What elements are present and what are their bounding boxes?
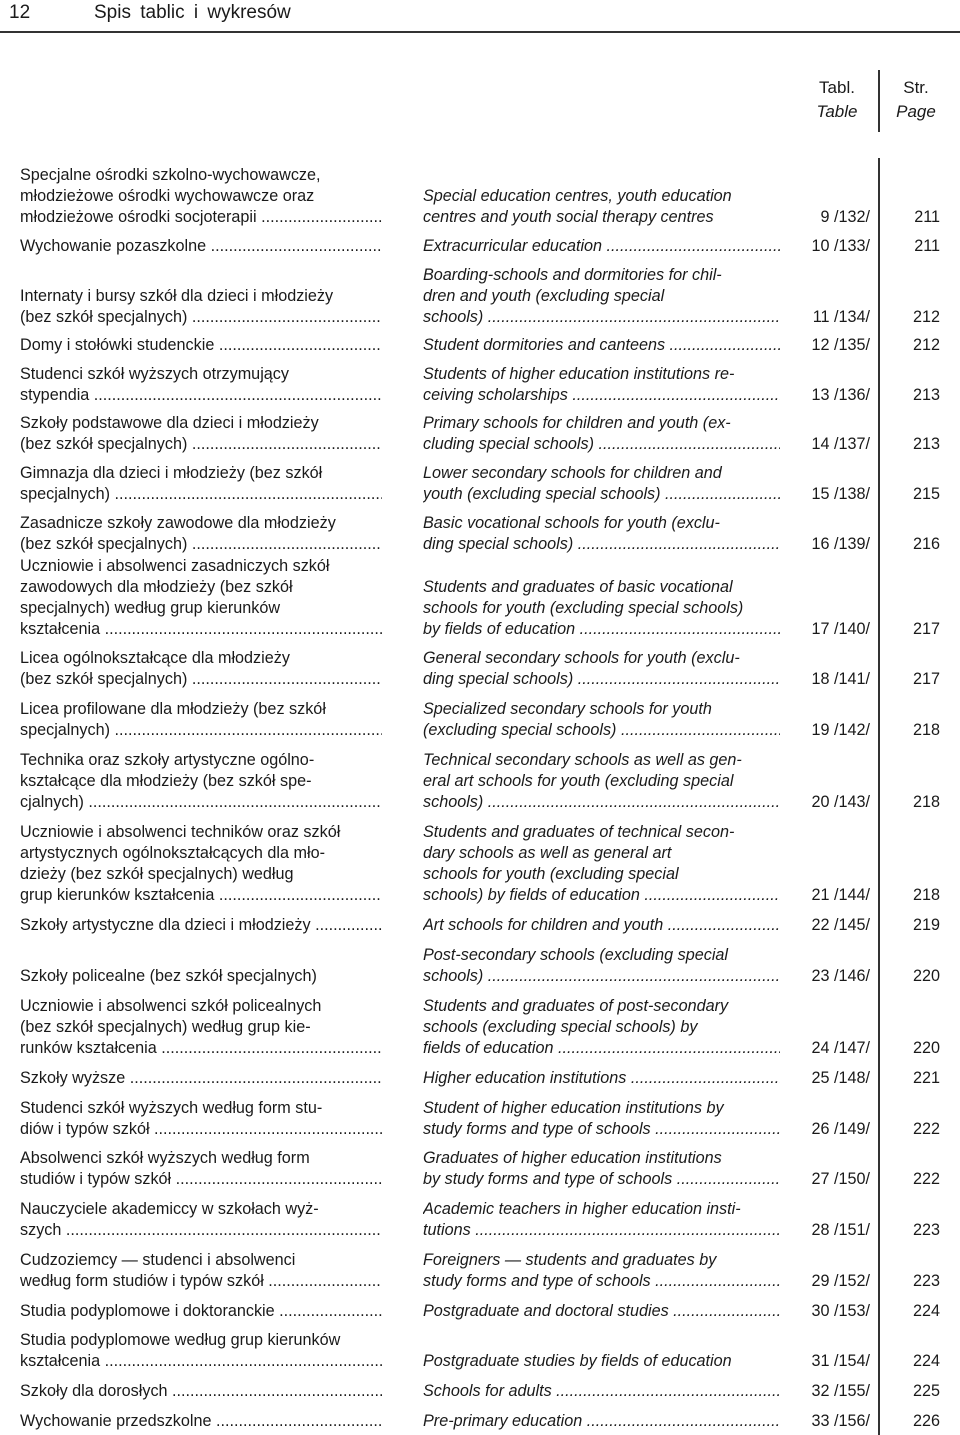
- entry-title-pl-line: Domy i stołówki studenckie .....: [20, 335, 382, 356]
- entry-title-pl-line: Studenci szkół wyższych otrzymujący: [20, 365, 289, 383]
- entry-title-pl-line: Nauczyciele akademiccy w szkołach wyż-: [20, 1200, 319, 1218]
- entry-table-number: 29 /152/: [811, 1272, 870, 1290]
- entry-page-number: 218: [912, 886, 940, 904]
- entry-title-pl-line: Licea profilowane dla młodzieży (bez szkół: [20, 700, 326, 718]
- entry-page-number: 219: [912, 916, 940, 934]
- entry-page-number: 224: [912, 1302, 940, 1320]
- entry-title-en: [423, 996, 780, 1059]
- entry-title-en: [423, 1381, 780, 1402]
- entry-title-pl: [20, 648, 382, 690]
- entry-title-en-line: Special education centres, youth education: [423, 187, 732, 205]
- entry-title-en-line: schools) .....: [423, 307, 780, 328]
- entry-title-en: [423, 1301, 780, 1322]
- entry-page-number: 215: [912, 485, 940, 503]
- entry-title-pl: [20, 996, 382, 1059]
- entry-page-number: 224: [912, 1352, 940, 1370]
- entry-page-number: 222: [912, 1170, 940, 1188]
- entry-title-pl-line: szych .....: [20, 1220, 382, 1241]
- entry-title-en: [423, 1068, 780, 1089]
- entry-title-en: [423, 945, 780, 987]
- entry-title-en-line: Art schools for children and youth .....: [423, 915, 780, 936]
- entry-title-en-line: ding special schools) .....: [423, 669, 780, 690]
- page-header: [0, 0, 960, 36]
- entry-table-number: 33 /156/: [811, 1412, 870, 1430]
- entry-table-number: 14 /137/: [811, 435, 870, 453]
- header-rule: [0, 31, 960, 33]
- entry-title-pl-line: Studia podyplomowe według grup kierunków: [20, 1331, 341, 1349]
- entry-title-en-line: Basic vocational schools for youth (exclu-: [423, 514, 720, 532]
- entry-title-pl: [20, 966, 382, 987]
- entry-title-en-line: Technical secondary schools as well as gen-: [423, 751, 742, 769]
- entry-title-pl: [20, 463, 382, 505]
- entry-table-number: 17 /140/: [811, 620, 870, 638]
- entry-table-number: 21 /144/: [811, 886, 870, 904]
- entry-table-number: 22 /145/: [811, 916, 870, 934]
- entry-table-number: 19 /142/: [811, 721, 870, 739]
- entry-title-pl: [20, 556, 382, 640]
- entry-title-pl-line: stypendia .....: [20, 385, 382, 406]
- entry-page-number: 217: [912, 620, 940, 638]
- entry-title-pl-line: Wychowanie pozaszkolne .....: [20, 236, 382, 257]
- entry-title-pl-line: Uczniowie i absolwenci zasadniczych szkół: [20, 557, 330, 575]
- entry-title-pl-line: Technika oraz szkoły artystyczne ogólno-: [20, 751, 315, 769]
- entry-title-en-line: Students of higher education institutions re-: [423, 365, 735, 383]
- entry-title-en-line: Foreigners — students and graduates by: [423, 1251, 717, 1269]
- entry-page-number: 220: [912, 967, 940, 985]
- entry-title-pl: [20, 1301, 382, 1322]
- entry-table-number: 11 /134/: [812, 308, 870, 326]
- entry-title-pl-line: (bez szkół specjalnych) .....: [20, 534, 382, 555]
- entry-title-pl-line: młodzieżowe ośrodki socjoterapii .....: [20, 207, 382, 228]
- entry-table-number: 31 /154/: [811, 1352, 870, 1370]
- entry-title-pl-line: Cudzoziemcy — studenci i absolwenci: [20, 1251, 296, 1269]
- entry-title-en: [423, 364, 780, 406]
- entry-title-en-line: centres and youth social therapy centres: [423, 208, 714, 226]
- entry-page-number: 212: [912, 308, 940, 326]
- entry-table-number: 16 /139/: [811, 535, 870, 553]
- entry-table-number: 12 /135/: [811, 336, 870, 354]
- entry-title-en-line: schools) .....: [423, 792, 780, 813]
- entry-title-pl-line: cjalnych) .....: [20, 792, 382, 813]
- entry-title-en-line: by fields of education .....: [423, 619, 780, 640]
- entry-table-number: 28 /151/: [811, 1221, 870, 1239]
- entry-title-en: [423, 335, 780, 356]
- entry-title-en-line: Schools for adults .....: [423, 1381, 780, 1402]
- entry-title-en-line: study forms and type of schools .....: [423, 1271, 780, 1292]
- entry-title-pl-line: (bez szkół specjalnych) .....: [20, 307, 382, 328]
- entry-title-pl-line: kształcące dla młodzieży (bez szkół spe-: [20, 772, 312, 790]
- entry-title-en: [423, 186, 780, 228]
- entry-title-en-line: Students and graduates of basic vocational: [423, 578, 733, 596]
- entry-table-number: 15 /138/: [811, 485, 870, 503]
- entry-title-en-line: Postgraduate studies by fields of education: [423, 1352, 732, 1370]
- entry-title-pl-line: zawodowych dla młodzieży (bez szkół: [20, 578, 293, 596]
- entry-title-en: [423, 648, 780, 690]
- entry-title-pl-line: specjalnych) .....: [20, 484, 382, 505]
- entry-title-en-line: study forms and type of schools .....: [423, 1119, 780, 1140]
- entry-page-number: 223: [912, 1272, 940, 1290]
- entry-table-number: 13 /136/: [811, 386, 870, 404]
- entry-title-en-line: ceiving scholarships .....: [423, 385, 780, 406]
- entry-title-pl: [20, 1148, 382, 1190]
- column-head-page: [876, 76, 956, 124]
- entry-title-en-line: Graduates of higher education institutions: [423, 1149, 722, 1167]
- entry-title-pl-line: Uczniowie i absolwenci szkół policealnych: [20, 997, 322, 1015]
- entry-title-en: [423, 265, 780, 328]
- entry-table-number: 25 /148/: [811, 1069, 870, 1087]
- entry-title-pl-line: diów i typów szkół .....: [20, 1119, 382, 1140]
- entry-page-number: 218: [912, 793, 940, 811]
- entry-title-pl-line: Szkoły dla dorosłych .....: [20, 1381, 382, 1402]
- entry-title-pl-line: (bez szkół specjalnych) .....: [20, 669, 382, 690]
- entry-title-en: [423, 915, 780, 936]
- entry-title-pl: [20, 699, 382, 741]
- entry-title-en: [423, 1250, 780, 1292]
- entry-title-pl: [20, 364, 382, 406]
- entry-table-number: 24 /147/: [811, 1039, 870, 1057]
- entry-title-pl-line: młodzieżowe ośrodki wychowawcze oraz: [20, 187, 315, 205]
- entry-title-pl-line: Internaty i bursy szkół dla dzieci i młodzieży: [20, 287, 334, 305]
- entry-title-en: [423, 699, 780, 741]
- entry-title-pl-line: kształcenia .....: [20, 1351, 382, 1372]
- entry-title-en-line: Students and graduates of technical secon-: [423, 823, 735, 841]
- entry-title-pl-line: Absolwenci szkół wyższych według form: [20, 1149, 310, 1167]
- entry-title-en-line: tutions .....: [423, 1220, 780, 1241]
- entry-title-pl-line: Szkoły podstawowe dla dzieci i młodzieży: [20, 414, 319, 432]
- entry-title-en-line: Higher education institutions .....: [423, 1068, 780, 1089]
- entry-title-pl-line: Wychowanie przedszkolne .....: [20, 1411, 382, 1432]
- entry-title-pl: [20, 335, 382, 356]
- entry-title-pl-line: Szkoły artystyczne dla dzieci i młodzieży .....: [20, 915, 382, 936]
- entry-title-en: [423, 750, 780, 813]
- entry-title-en: [423, 1351, 780, 1372]
- entry-title-en-line: schools) by fields of education .....: [423, 885, 780, 906]
- entry-title-en-line: Students and graduates of post-secondary: [423, 997, 729, 1015]
- entry-page-number: 218: [912, 721, 940, 739]
- entry-title-pl-line: artystycznych ogólnokształcących dla mło-: [20, 844, 325, 862]
- entry-title-en-line: General secondary schools for youth (exclu-: [423, 649, 740, 667]
- entry-page-number: 212: [912, 336, 940, 354]
- entry-title-en-line: Academic teachers in higher education insti-: [423, 1200, 741, 1218]
- entry-page-number: 220: [912, 1039, 940, 1057]
- entry-title-en-line: fields of education .....: [423, 1038, 780, 1059]
- entry-title-en: [423, 822, 780, 906]
- entry-title-pl-line: Studenci szkół wyższych według form stu-: [20, 1099, 323, 1117]
- entry-title-en: [423, 577, 780, 640]
- entry-title-pl: [20, 286, 382, 328]
- entry-title-en-line: Postgraduate and doctoral studies .....: [423, 1301, 780, 1322]
- page-title: Spis tablic i wykresów: [94, 2, 291, 23]
- entry-page-number: 217: [912, 670, 940, 688]
- entry-page-number: 211: [914, 237, 940, 255]
- entry-title-en: [423, 1098, 780, 1140]
- entry-title-pl: [20, 1411, 382, 1432]
- entry-title-en-line: dary schools as well as general art: [423, 844, 672, 862]
- entry-title-pl: [20, 1381, 382, 1402]
- entry-title-pl-line: runków kształcenia .....: [20, 1038, 382, 1059]
- entry-title-en-line: Pre-primary education .....: [423, 1411, 780, 1432]
- entry-title-pl: [20, 236, 382, 257]
- entry-title-pl: [20, 1199, 382, 1241]
- entry-page-number: 213: [912, 386, 940, 404]
- entry-title-en-line: dren and youth (excluding special: [423, 287, 665, 305]
- entry-title-en: [423, 1411, 780, 1432]
- entry-title-pl: [20, 1098, 382, 1140]
- entry-title-pl-line: dzieży (bez szkół specjalnych) według: [20, 865, 294, 883]
- column-head-page-pl: Str.: [903, 78, 929, 97]
- entry-title-pl: [20, 822, 382, 906]
- column-head-page-en: Page: [896, 102, 936, 121]
- entry-title-pl-line: Licea ogólnokształcące dla młodzieży: [20, 649, 290, 667]
- entry-table-number: 26 /149/: [811, 1120, 870, 1138]
- page-number: 12: [9, 2, 31, 23]
- entry-title-pl-line: Gimnazja dla dzieci i młodzieży (bez szkół: [20, 464, 323, 482]
- entry-table-number: 18 /141/: [811, 670, 870, 688]
- entry-page-number: 225: [912, 1382, 940, 1400]
- entry-title-pl-line: (bez szkół specjalnych) według grup kie-: [20, 1018, 311, 1036]
- entry-table-number: 30 /153/: [811, 1302, 870, 1320]
- entry-title-pl: [20, 1330, 382, 1372]
- entry-title-en: [423, 1199, 780, 1241]
- entry-title-en: [423, 463, 780, 505]
- column-divider-main: [878, 158, 880, 1435]
- entry-table-number: 32 /155/: [811, 1382, 870, 1400]
- entry-title-pl-line: Studia podyplomowe i doktoranckie .....: [20, 1301, 382, 1322]
- entry-title-en: [423, 513, 780, 555]
- entry-title-en: [423, 236, 780, 257]
- entry-title-en-line: schools for youth (excluding special schools): [423, 599, 744, 617]
- entry-title-pl-line: Szkoły wyższe .....: [20, 1068, 382, 1089]
- entry-title-en-line: by study forms and type of schools .....: [423, 1169, 780, 1190]
- column-head-table: [797, 76, 877, 124]
- entry-title-pl: [20, 513, 382, 555]
- entry-title-pl-line: Zasadnicze szkoły zawodowe dla młodzieży: [20, 514, 336, 532]
- entry-title-pl-line: kształcenia .....: [20, 619, 382, 640]
- entry-page-number: 216: [912, 535, 940, 553]
- entry-title-pl-line: studiów i typów szkół .....: [20, 1169, 382, 1190]
- entry-title-en-line: Extracurricular education .....: [423, 236, 780, 257]
- entry-title-pl-line: (bez szkół specjalnych) .....: [20, 434, 382, 455]
- entry-table-number: 23 /146/: [811, 967, 870, 985]
- entry-title-en-line: schools (excluding special schools) by: [423, 1018, 698, 1036]
- column-head-table-en: Table: [816, 102, 858, 121]
- entry-title-pl-line: grup kierunków kształcenia .....: [20, 885, 382, 906]
- entry-title-en-line: youth (excluding special schools) .....: [423, 484, 780, 505]
- column-head-table-pl: Tabl.: [819, 78, 855, 97]
- entry-title-en-line: Primary schools for children and youth (ex-: [423, 414, 731, 432]
- entry-title-en-line: schools) .....: [423, 966, 780, 987]
- entry-title-pl: [20, 413, 382, 455]
- entry-title-pl: [20, 750, 382, 813]
- entry-title-pl-line: specjalnych) .....: [20, 720, 382, 741]
- entry-title-pl-line: specjalnych) według grup kierunków: [20, 599, 281, 617]
- entry-title-pl-line: według form studiów i typów szkół .....: [20, 1271, 382, 1292]
- entry-title-en-line: (excluding special schools) .....: [423, 720, 780, 741]
- entry-page-number: 223: [912, 1221, 940, 1239]
- entry-table-number: 10 /133/: [811, 237, 870, 255]
- entry-page-number: 221: [912, 1069, 940, 1087]
- entry-page-number: 211: [914, 208, 940, 226]
- entry-title-en: [423, 1148, 780, 1190]
- entry-title-pl-line: Specjalne ośrodki szkolno-wychowawcze,: [20, 166, 321, 184]
- entry-table-number: 20 /143/: [811, 793, 870, 811]
- entry-title-en-line: Specialized secondary schools for youth: [423, 700, 712, 718]
- entry-title-en-line: Boarding-schools and dormitories for chil-: [423, 266, 722, 284]
- entry-title-en-line: Post-secondary schools (excluding special: [423, 946, 729, 964]
- entry-title-pl-line: Uczniowie i absolwenci techników oraz szkół: [20, 823, 341, 841]
- entry-table-number: 9 /132/: [820, 208, 870, 226]
- entry-title-en-line: ding special schools) .....: [423, 534, 780, 555]
- entry-table-number: 27 /150/: [811, 1170, 870, 1188]
- entry-title-pl-line: Szkoły policealne (bez szkół specjalnych): [20, 967, 317, 985]
- entry-title-en: [423, 413, 780, 455]
- entry-title-en-line: Student of higher education institutions by: [423, 1099, 724, 1117]
- entry-title-pl: [20, 915, 382, 936]
- entry-page-number: 222: [912, 1120, 940, 1138]
- entry-title-pl: [20, 165, 382, 228]
- entry-title-pl: [20, 1250, 382, 1292]
- entry-title-pl: [20, 1068, 382, 1089]
- entry-title-en-line: cluding special schools) .....: [423, 434, 780, 455]
- entry-title-en-line: schools for youth (excluding special: [423, 865, 679, 883]
- entry-page-number: 226: [912, 1412, 940, 1430]
- entry-page-number: 213: [912, 435, 940, 453]
- entry-title-en-line: eral art schools for youth (excluding special: [423, 772, 734, 790]
- entry-title-en-line: Lower secondary schools for children and: [423, 464, 722, 482]
- entry-title-en-line: Student dormitories and canteens .....: [423, 335, 780, 356]
